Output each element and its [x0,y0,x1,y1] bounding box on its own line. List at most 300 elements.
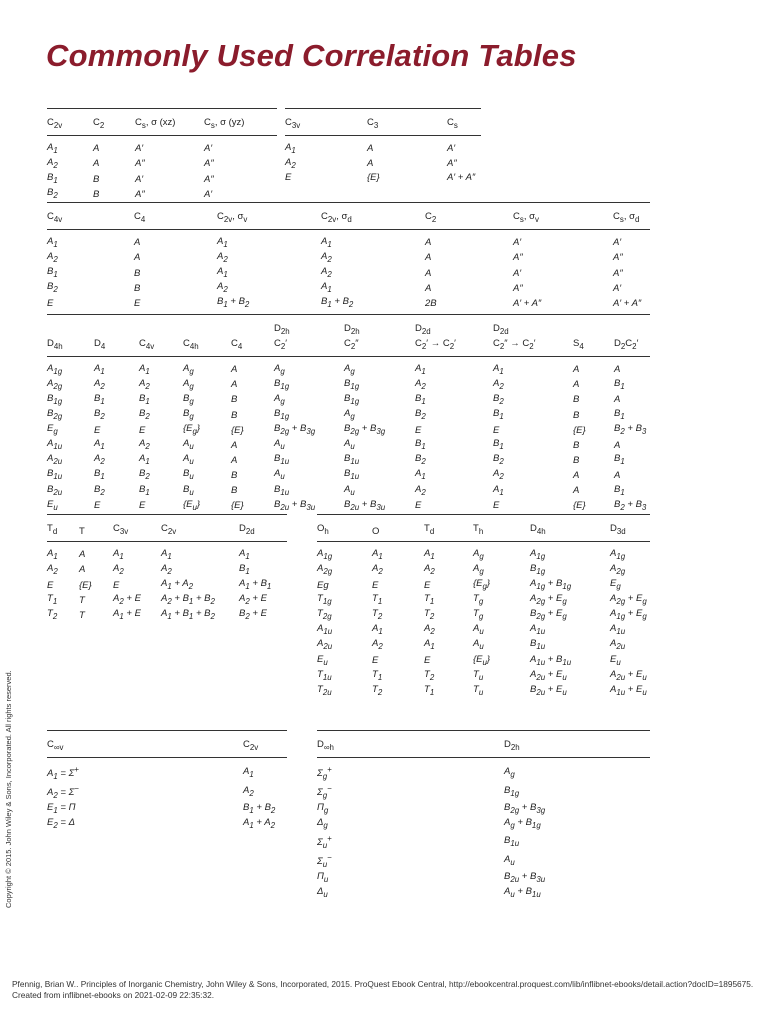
table-cell: $E_u$ [610,653,621,667]
table-row [317,886,650,901]
table-cell: $T_{1u}$ [317,668,332,682]
table-cell: $B_{2g} + B_{3g}$ [274,423,316,437]
table-cell: A′ [613,282,622,294]
table-cell: $B_1$ [415,392,426,406]
table-cell: A″ [135,188,145,200]
table-cell: A″ [613,252,623,264]
table-row [47,593,287,608]
table-cell: $A_1$ [94,362,105,376]
table-cell: $B_{1u}$ [344,468,360,482]
table-cell: $A_2$ [94,377,105,391]
table-row [47,135,277,157]
table-row [47,172,277,187]
table-cell: $\Sigma_g^+$ [317,764,332,781]
table-row [47,423,650,438]
table-row [317,833,650,852]
table-cell: $A_2$ [372,562,383,576]
table-row [47,393,650,408]
table-cell: $T_2$ [372,608,383,622]
table-cell: E [134,297,141,309]
table-cell: $E_2 = \Delta$ [47,817,75,831]
table-cell: $A_1 + E$ [113,608,141,622]
citation-footer [12,979,753,1000]
table-cell: $A_1$ [415,362,426,376]
table-cell: $B_1$ [139,392,150,406]
table-cell: $A_{1g} + B_{1g}$ [530,578,572,591]
table-cell: T [79,609,85,621]
table-cell: {E} [79,579,92,591]
table-cell: A″ [204,158,214,170]
table-cell: $B_1 + B_2$ [217,296,250,310]
table-cell: $A_2$ [243,785,254,799]
table-cell: $A_u$ [344,483,355,497]
table-cell: $A_2$ [113,562,124,576]
table-cell: A″ [613,267,623,279]
table-cell: $A_1 = \Sigma^+$ [47,764,79,781]
table-cell: A [425,237,432,249]
table-cell: $A_{1u}$ [317,623,333,637]
table-cell: $A_1$ [217,235,228,249]
column-header: T [79,515,113,542]
column-header: $D_{4h}$ [530,515,610,542]
table-row [317,623,650,638]
table-cell: E [139,424,146,436]
table-row [317,608,650,623]
table-cell: $B_2$ [94,408,105,421]
table-cell: $A_{1g} + E_g$ [610,608,647,622]
correlation-table-c3v [285,108,481,184]
column-header: $D_{2d}$ $C_2'' \to C_2'$ [493,315,573,357]
table-row [47,802,287,817]
table-cell: $A_2$ [321,250,332,264]
table-cell: A′ + A″ [613,297,642,309]
table-cell: B [231,469,238,481]
table-cell: $T_1$ [372,593,383,607]
column-header: $C_{2v}$, $\sigma_d$ [321,203,425,230]
table-cell: $A_1 + B_1$ [239,578,272,591]
table-cell: $A_{1u}$ [610,623,626,637]
table-cell: $A_{1u} + B_{1u}$ [530,653,572,667]
table-cell: $B_{1u}$ [504,834,520,848]
table-cell: {E} [573,424,586,436]
correlation-table-cinfv [47,730,287,833]
table-cell: E [94,500,101,512]
table-cell: $B_g$ [183,392,194,406]
table-cell: A [231,439,238,451]
column-header: $C_s$, $\sigma_d$ [613,203,650,230]
table-cell: $A_1$ [113,547,124,561]
table-cell: $A_{1u} + E_u$ [610,683,647,697]
table-row [47,453,650,468]
table-cell: $A_1$ [372,547,383,561]
table-cell: $A_u$ [504,853,515,867]
table-cell: $A_1$ [415,468,426,482]
table-cell: $A_{2g} + E_g$ [530,593,567,607]
table-cell: A′ + A″ [513,297,542,309]
table-cell: $A_2$ [493,468,504,482]
table-row [47,251,650,266]
table-row [47,356,650,378]
table-cell: $A_1$ [47,547,58,561]
table-cell: $T_1$ [47,593,58,607]
table-cell: $B_{2g}$ [47,408,63,421]
table-cell: $A_u$ [274,438,285,452]
column-header: $C_{4v}$ [139,315,183,357]
table-row [317,871,650,886]
table-cell: 2B [425,297,437,309]
table-cell: $A_2$ [94,453,105,467]
table-cell: $\{E_g\}$ [473,578,491,591]
table-row [317,541,650,563]
column-header: $C_{2v}$ [47,109,93,136]
table-row [47,378,650,393]
table-row [317,802,650,817]
table-row [285,172,481,184]
table-cell: $A_{1g}$ [317,547,333,561]
table-row [47,266,650,281]
table-cell: $A_1$ [139,453,150,467]
table-cell: E [47,297,54,309]
table-cell: $\Sigma_u^-$ [317,852,332,869]
table-cell: E [493,424,500,436]
table-cell: $A_2$ [139,377,150,391]
column-header: $C_{4v}$ [47,203,134,230]
table-cell: $A_1$ [47,235,58,249]
table-cell: $A_{2g}$ [610,562,626,576]
table-cell: A′ [613,237,622,249]
table-cell: A [79,564,86,576]
table-row [47,563,287,578]
table-cell: $A_{1g}$ [47,362,63,376]
table-cell: $B_{1u}$ [274,453,290,467]
table-cell: E [372,579,379,591]
column-header: $C_{3v}$ [113,515,161,542]
table-cell: E [94,424,101,436]
table-cell: $B_{1g}$ [344,377,360,391]
table-cell: $B_1 + B_2$ [243,802,276,816]
table-cell: $A_u$ [344,438,355,452]
table-cell: $B_{2u} + B_{3u}$ [344,498,386,512]
table-cell: $B_{2g} + E_g$ [530,608,567,622]
table-cell: $T_1$ [372,668,383,682]
table-cell: B [573,439,580,451]
table-cell: $A_2 + E$ [239,593,267,607]
table-cell: $A_g$ [473,562,484,576]
table-cell: $B_{2u} + B_{3u}$ [274,498,316,512]
table-row [47,484,650,499]
table-cell: B [93,173,100,185]
correlation-table-dinfh [317,730,650,901]
table-row [317,654,650,669]
table-row [47,229,650,251]
table-cell: $T_2$ [424,608,435,622]
table-cell: $A_2$ [217,281,228,295]
table-cell: A′ [204,188,213,200]
table-cell: $A_2$ [285,156,296,170]
table-row [47,187,277,202]
table-cell: Eg [317,579,329,591]
table-cell: A′ [135,143,144,155]
table-cell: $\{E_u\}$ [183,498,201,512]
table-cell: A [93,158,100,170]
correlation-table-oh [317,514,650,699]
table-cell: {E} [367,172,380,184]
table-cell: E [113,579,120,591]
table-cell: $B_{1g}$ [274,377,290,391]
table-cell: $B_{1u}$ [344,453,360,467]
table-row [317,669,650,684]
table-cell: $B_{1g}$ [530,562,546,576]
table-cell: $T_g$ [473,593,484,607]
table-cell: $B_1$ [94,468,105,482]
table-cell: $A_{2u}$ [610,638,626,652]
table-cell: $A_1$ [321,281,332,295]
table-cell: A [231,454,238,466]
table-row [47,438,650,453]
table-cell: $B_{1u}$ [47,468,63,482]
table-cell: $A_1$ [424,547,435,561]
column-header: $C_s$ [447,109,481,136]
table-cell: $A_{1g}$ [530,547,546,561]
table-cell: B [134,267,141,279]
table-cell: $A_g$ [504,765,515,779]
table-cell: $A_2$ [321,266,332,279]
table-cell: B [573,394,580,406]
table-cell: E [415,424,422,436]
table-cell: $A_1$ [139,362,150,376]
table-cell: $A_2$ [415,377,426,391]
table-cell: T [79,594,85,606]
table-cell: $A_u$ [183,453,194,467]
table-cell: $B_u$ [183,468,194,482]
table-row [47,578,287,593]
table-cell: $A_u$ [274,468,285,482]
table-cell: $T_2$ [372,683,383,697]
table-row [47,757,287,783]
created-line: Created from inflibnet-ebooks on 2021-02-09 22:35:32. [12,989,215,1000]
table-cell: $T_u$ [473,668,484,682]
table-cell: $A_1$ [47,141,58,155]
table-cell: $B_{1u}$ [530,638,546,652]
table-row [317,638,650,653]
table-row [317,783,650,802]
table-cell: $B_{2g} + B_{3g}$ [344,423,386,437]
table-cell: A [367,158,374,170]
table-cell: A [134,252,141,264]
table-cell: $A_u$ [183,438,194,452]
table-cell: {E} [573,500,586,512]
table-cell: $\Pi_u$ [317,871,329,884]
column-header: $D_4$ [94,315,139,357]
table-cell: {E} [231,424,244,436]
column-header: $C_3$ [367,109,447,136]
column-header: $D_{2h}$ [504,731,650,758]
table-cell: $A_1$ [239,547,250,561]
table-row [47,499,650,514]
column-header: $T_h$ [473,515,530,542]
table-cell: A″ [204,173,214,185]
table-cell: $B_1$ [239,562,250,576]
table-cell: $A_u + B_{1u}$ [504,886,541,900]
column-header: $C_2$ [93,109,135,136]
table-cell: A [573,484,580,496]
table-row [317,684,650,699]
table-cell: $A_1$ [285,141,296,155]
table-cell: $B_1$ [139,483,150,497]
table-cell: $B_1$ [493,438,504,452]
table-cell: $B_1$ [614,408,625,421]
table-cell: B [93,188,100,200]
table-cell: $B_u$ [183,483,194,497]
table-cell: $B_{1g}$ [47,392,63,406]
table-cell: $A_{2u} + E_u$ [530,668,567,682]
table-cell: $A_2 = \Sigma^-$ [47,784,79,801]
column-header: $C_{2v}$, $\sigma_v$ [217,203,321,230]
table-cell: B [573,454,580,466]
table-row [317,852,650,871]
table-cell: A″ [447,158,457,170]
table-cell: $A_u$ [473,638,484,652]
table-cell: $B_1$ [47,172,58,185]
table-cell: $B_1$ [614,453,625,467]
copyright-notice: Copyright © 2015. John Wiley & Sons, Incorporated. All rights reserved. [4,670,13,908]
table-cell: $T_{1g}$ [317,593,332,607]
table-cell: $A_g$ [344,362,355,376]
table-cell: $B_2$ [493,392,504,406]
table-cell: $A_1$ [161,547,172,561]
table-row [47,541,287,563]
table-cell: $A_1$ [94,438,105,452]
table-cell: A [614,469,621,481]
table-cell: $B_2$ [415,408,426,421]
table-cell: A″ [513,252,523,264]
table-cell: $B_2$ [415,453,426,467]
table-cell: E [424,654,431,666]
table-cell: B [231,394,238,406]
table-cell: $A_{2u} + E_u$ [610,668,647,682]
table-cell: A [231,364,238,376]
correlation-table-c4v [47,202,650,311]
table-cell: B [231,409,238,421]
table-cell: $A_2 + B_1 + B_2$ [161,593,215,607]
table-cell: {E} [231,500,244,512]
table-cell: $A_2$ [415,483,426,497]
table-cell: $B_{1g}$ [504,785,520,799]
table-cell: $A_g$ [344,408,355,421]
table-cell: $B_2$ [139,408,150,421]
table-cell: $A_2$ [47,562,58,576]
table-cell: B [231,484,238,496]
table-row [317,578,650,593]
table-cell: $B_1$ [614,377,625,391]
column-header: $D_{2d}$ [239,515,287,542]
column-header: $D_2C_2'$ [614,315,650,357]
table-row [285,157,481,172]
column-header: $C_{3v}$ [285,109,367,136]
table-cell: $A_1$ [321,235,332,249]
table-cell: $A_{1u}$ [47,438,63,452]
table-cell: A′ [513,237,522,249]
table-cell: B [573,409,580,421]
table-cell: $A_2$ [372,638,383,652]
page-title: Commonly Used Correlation Tables [46,38,577,73]
table-cell: A [367,143,374,155]
table-cell: A [614,364,621,376]
table-row [47,157,277,172]
table-cell: $A_2$ [217,250,228,264]
table-cell: $A_1$ [424,638,435,652]
table-cell: $B_2 + B_3$ [614,498,647,512]
table-cell: A′ [513,267,522,279]
column-header: $D_{4h}$ [47,315,94,357]
table-cell: $A_1$ [372,623,383,637]
table-cell: A [425,252,432,264]
table-cell: A″ [513,282,523,294]
table-cell: $B_{2g} + B_{3g}$ [504,802,546,816]
table-cell: $T_{2g}$ [317,608,332,622]
table-cell: A′ [135,173,144,185]
table-cell: E [47,579,54,591]
column-header: $C_{\infty v}$ [47,731,243,758]
table-cell: $B_{2u} + B_{3u}$ [504,871,546,884]
table-cell: $B_{1g}$ [344,392,360,406]
table-cell: $A_u$ [473,623,484,637]
table-cell: $E_g$ [610,578,621,591]
column-header: $O_h$ [317,515,372,542]
table-cell: E [285,172,292,184]
table-cell: $A_{2g}$ [317,562,333,576]
table-cell: $E_u$ [317,653,328,667]
column-header: $T_d$ [424,515,473,542]
table-cell: A′ [204,143,213,155]
column-header: $D_{2d}$ $C_2' \to C_2'$ [415,315,493,357]
table-cell: E [139,500,146,512]
table-row [47,783,287,802]
table-cell: A [93,143,100,155]
table-row [317,817,650,832]
table-row [47,468,650,483]
table-cell: $A_{1g}$ [610,547,626,561]
table-cell: $\Pi_g$ [317,802,329,816]
table-cell: $A_{1u}$ [530,623,546,637]
table-cell: E [424,579,431,591]
column-header: $D_{3d}$ [610,515,650,542]
table-row [47,281,650,296]
table-cell: $A_2$ [161,562,172,576]
column-header: $D_{2h}$ $C_2'$ [274,315,344,357]
table-cell: $A_2$ [47,156,58,170]
table-cell: $B_1$ [94,392,105,406]
table-cell: $B_2$ [47,187,58,201]
table-cell: $A_2$ [424,623,435,637]
column-header: $D_{\infty h}$ [317,731,504,758]
column-header: $C_4$ [134,203,217,230]
table-cell: A [79,549,86,561]
table-cell: B [134,282,141,294]
table-cell: $A_g$ [183,377,194,391]
table-cell: A′ + A″ [447,172,476,184]
table-cell: $\Sigma_g^-$ [317,784,332,801]
table-cell: $B_2 + E$ [239,608,267,622]
table-cell: A [425,282,432,294]
table-cell: $B_2$ [47,281,58,295]
table-cell: $B_2$ [139,468,150,482]
table-cell: $B_1$ [614,483,625,497]
table-cell: $T_1$ [424,593,435,607]
table-row [317,563,650,578]
table-row [317,593,650,608]
table-cell: $E_g$ [47,423,58,437]
